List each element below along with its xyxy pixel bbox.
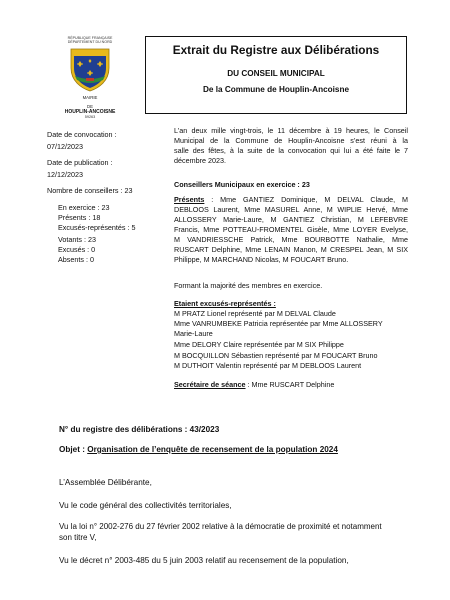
conseillers-count: Nombre de conseillers : 23 [47, 186, 133, 195]
presents-line: RUSCART Delphine, Mme LENAIN Manon, M CRESPEL Jean, M SIX [174, 245, 408, 254]
intro-line: salle des fêtes, à la suite de la convocation qui lui a été faite le 7 [174, 146, 408, 155]
presents-block [174, 195, 408, 265]
majorite-text: Formant la majorité des membres en exercice. [174, 281, 323, 290]
excuses-block [174, 309, 408, 371]
coat-of-arms-icon [67, 46, 113, 92]
publication-label: Date de publication : [47, 158, 113, 167]
logo-commune-name: HOUPLIN-ANCOISNE [64, 108, 116, 115]
count-absents: Absents : 0 [58, 255, 94, 264]
vu-decret-2003: Vu le décret n° 2003-485 du 5 juin 2003 relatif au recensement de la population, [59, 556, 349, 565]
vu-loi-line: son titre V, [59, 533, 97, 542]
presents-text: : Mme GANTIEZ Dominique, M DELVAL Claude, M [204, 195, 408, 204]
excuses-line: Mme DELORY Claire représentée par M SIX Philippe [174, 340, 344, 349]
assemblee-text: L’Assemblée Délibérante, [59, 478, 152, 487]
secretaire-label: Secrétaire de séance [174, 380, 246, 389]
count-presents: Présents : 18 [58, 213, 101, 222]
presents-line: ALLOSSERY Marie-Laure, M GANTIEZ Christian, M LEFEBVRE [174, 215, 408, 224]
count-votants: Votants : 23 [58, 235, 96, 244]
vu-loi-line: Vu la loi n° 2002-276 du 27 février 2002 relative à la démocratie de proximité et notamment [59, 522, 382, 531]
presents-line: M VANDRIESSCHE Patrick, Mme BOURBOTTE Nathalie, Mme [174, 235, 408, 244]
logo-postcode: 59263 [84, 114, 96, 119]
excuses-heading: Etaient excusés-représentés : [174, 299, 276, 308]
vu-cgct: Vu le code général des collectivités territoriales, [59, 501, 232, 510]
secretaire-line [174, 380, 408, 390]
excuses-line: M PRATZ Lionel représenté par M DELVAL Claude [174, 309, 336, 318]
presents-line: Francis, Mme POTTEAU-FROMENTEL Gisèle, Mme LOYER Evelyse, [174, 225, 408, 234]
convocation-date: 07/12/2023 [47, 142, 83, 151]
presents-line [174, 195, 408, 205]
logo-department-line: DÉPARTEMENT DU NORD [67, 40, 113, 45]
excuses-line: Marie-Laure [174, 329, 213, 338]
presents-line: DEBLOOS Laurent, Mme MASUREL Anne, M WIPLIE Hervé, Mme [174, 205, 408, 214]
logo-republic-line: RÉPUBLIQUE FRANÇAISE [67, 36, 113, 40]
objet-value: Organisation de l’enquête de recensement de la population 2024 [87, 445, 338, 454]
registre-number: N° du registre des délibérations : 43/2023 [59, 425, 220, 434]
presents-line: Philippe, M MARCHAND Nicolas, M FOUCART Bruno. [174, 255, 349, 264]
excuses-line: M BOCQUILLON Sébastien représenté par M FOUCART Bruno [174, 351, 378, 360]
logo-de-line: DE [87, 103, 93, 109]
objet-label: Objet : [59, 445, 85, 454]
logo-mairie-line: MAIRIE [82, 95, 98, 101]
session-intro [174, 126, 408, 166]
document-header-box [145, 36, 407, 114]
presents-label: Présents [174, 195, 205, 204]
excuses-line: Mme VANRUMBEKE Patricia représentée par Mme ALLOSSERY [174, 319, 383, 328]
objet-line [59, 444, 399, 455]
document-commune: De la Commune de Houplin-Ancoisne [202, 85, 350, 94]
commune-logo [52, 36, 128, 119]
publication-date: 12/12/2023 [47, 170, 83, 179]
count-excuses: Excusés : 0 [58, 245, 96, 254]
intro-line: décembre 2023. [174, 156, 226, 165]
count-en-exercice: En exercice : 23 [58, 203, 110, 212]
en-exercice-heading: Conseillers Municipaux en exercice : 23 [174, 180, 310, 189]
secretaire-value: : Mme RUSCART Delphine [245, 380, 335, 389]
intro-line: L’an deux mille vingt-trois, le 11 décembre à 19 heures, le Conseil [174, 126, 408, 135]
count-excuses-representes: Excusés-représentés : 5 [58, 223, 136, 232]
excuses-line: M DUTHOIT Valentin représenté par M DEBLOOS Laurent [174, 361, 362, 370]
vu-loi-2002 [59, 521, 399, 543]
convocation-label: Date de convocation : [47, 130, 117, 139]
document-title: Extrait du Registre aux Délibérations [172, 43, 380, 57]
intro-line: Municipal de la Commune de Houplin-Ancoisne s’est réuni à la [174, 136, 408, 145]
document-subtitle: DU CONSEIL MUNICIPAL [227, 69, 325, 78]
